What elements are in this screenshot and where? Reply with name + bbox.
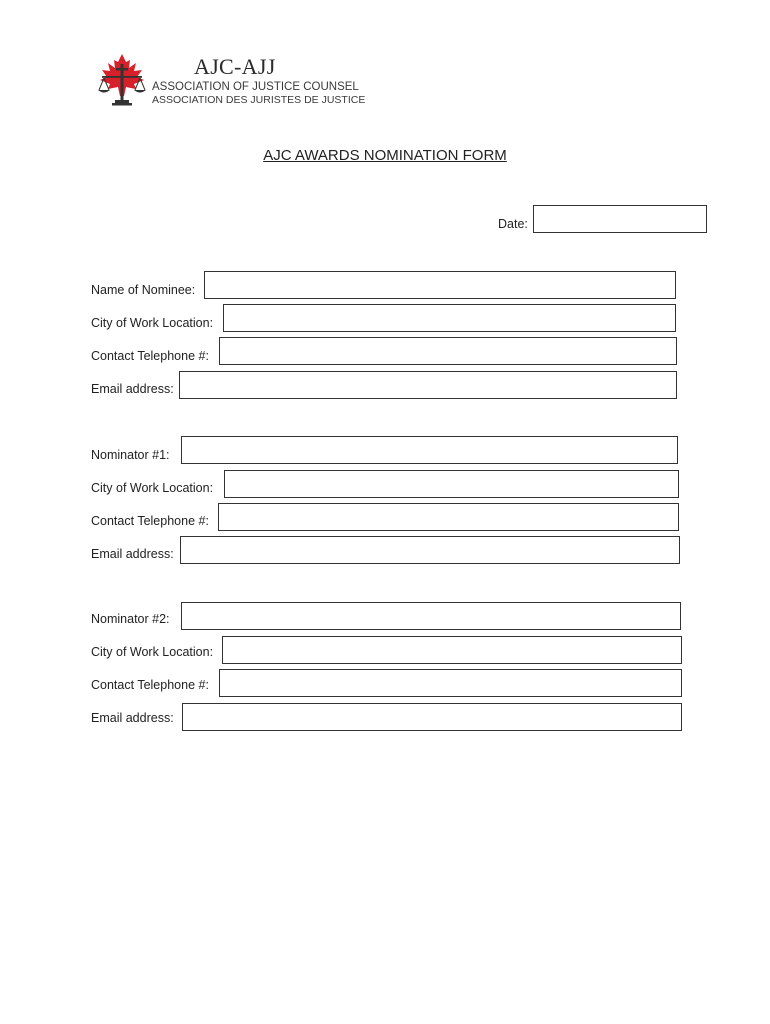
nominator2-name-field[interactable] <box>181 602 681 630</box>
nominator2-email-label: Email address: <box>91 711 174 725</box>
nominator1-city-label: City of Work Location: <box>91 481 214 495</box>
nominee-email-field[interactable] <box>179 371 677 399</box>
nominator1-phone-label: Contact Telephone #: <box>91 514 209 528</box>
nominator1-email-field[interactable] <box>180 536 680 564</box>
organization-logo <box>96 50 366 110</box>
date-field[interactable] <box>533 205 707 233</box>
nominator1-phone-field[interactable] <box>218 503 679 531</box>
nominee-city-field[interactable] <box>223 304 676 332</box>
nominee-phone-field[interactable] <box>219 337 677 365</box>
nominator1-name-field[interactable] <box>181 436 678 464</box>
nominee-email-label: Email address: <box>91 382 174 396</box>
nominator2-city-label: City of Work Location: <box>91 645 214 659</box>
logo-subtitle-french: ASSOCIATION DES JURISTES DE JUSTICE <box>152 94 366 106</box>
nominator1-name-label: Nominator #1: <box>91 448 170 462</box>
nominator1-email-label: Email address: <box>91 547 174 561</box>
date-label: Date: <box>498 217 528 231</box>
nominee-name-field[interactable] <box>204 271 676 299</box>
logo-title: AJC-AJJ <box>194 54 276 79</box>
nominee-phone-label: Contact Telephone #: <box>91 349 209 363</box>
nominator1-city-field[interactable] <box>224 470 679 498</box>
nominee-city-label: City of Work Location: <box>91 316 214 330</box>
maple-leaf-scales-icon <box>96 52 148 108</box>
form-title: AJC AWARDS NOMINATION FORM <box>263 147 507 164</box>
logo-subtitle-english: ASSOCIATION OF JUSTICE COUNSEL <box>152 81 359 93</box>
nominator2-city-field[interactable] <box>222 636 682 664</box>
nominator2-phone-label: Contact Telephone #: <box>91 678 209 692</box>
nominator2-phone-field[interactable] <box>219 669 682 697</box>
nominator2-email-field[interactable] <box>182 703 682 731</box>
nominee-name-label: Name of Nominee: <box>91 283 196 297</box>
nominator2-name-label: Nominator #2: <box>91 612 170 626</box>
